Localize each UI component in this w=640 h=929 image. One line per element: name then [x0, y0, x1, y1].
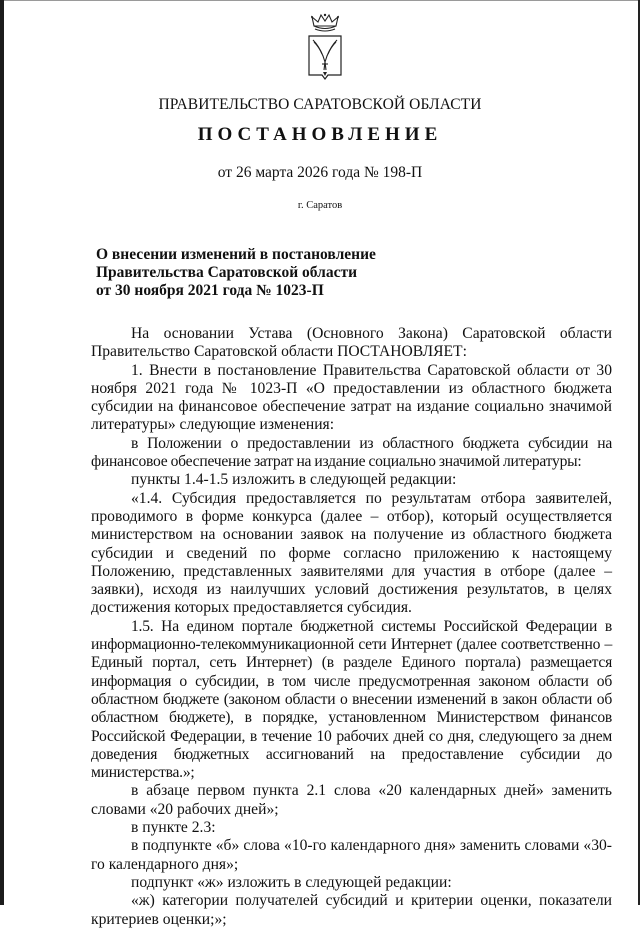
title-line: от 30 ноября 2021 года № 1023-П — [96, 282, 324, 299]
organization-name: ПРАВИТЕЛЬСТВО САРАТОВСКОЙ ОБЛАСТИ — [158, 96, 482, 113]
document-title — [96, 246, 376, 300]
paragraph-subpoint-zh-intro: подпункт «ж» изложить в следующей редакции: — [131, 873, 452, 891]
coat-of-arms-emblem-icon — [305, 12, 345, 82]
paragraph-preamble: На основании Устава (Основного Закона) Саратовской области Правительство Саратовской области ПОСТАНОВЛЯЕТ: — [91, 325, 612, 361]
paragraph-point-1-5: 1.5. На едином портале бюджетной системы Российской Федерации в информационно-телекоммуникационной сети Интернет (далее соответственно – Единый портал, сеть Интернет) (в разделе Единого портала) размещается информация о субсидии, в том числе предусмотренная законом области об областном бюджете (законом области о внесении изменений в закон области об областном бюджете), в порядке, установленном Министерством финансов Российской Федерации, в течение 10 рабочих дней со дня, следующего за днем доведения бюджетных ассигнований на предоставление субсидии до министерства.»; — [91, 617, 612, 782]
paragraph-item-1: 1. Внести в постановление Правительства Саратовской области от 30 ноября 2021 года № 1023-П «О предоставлении из областного бюджета субсидии на финансовое обеспечение затрат на издание социально значимой литературы» следующие изменения: — [91, 361, 612, 434]
paragraph-point-2-3: в пункте 2.3: — [131, 819, 216, 837]
title-line: Правительства Саратовской области — [96, 264, 357, 281]
document-city: г. Саратов — [297, 200, 343, 211]
document-type: ПОСТАНОВЛЕНИЕ — [197, 124, 443, 145]
paragraph-subpoint-zh: «ж) категории получателей субсидий и критерии оценки, показатели критериев оценки;»; — [91, 892, 612, 928]
document-body — [91, 325, 612, 929]
paragraph-regulation: в Положении о предоставлении из областного бюджета субсидии на финансовое обеспечение затрат на издание социально значимой литературы: — [91, 434, 612, 471]
paragraph-point-1-4: «1.4. Субсидия предоставляется по результатам отбора заявителей, проводимого в форме конкурса (далее – отбор), который осуществляется министерством на основании заявок на получение из областного бюджета субсидии и сведений по форме согласно приложению к настоящему Положению, представленных заявителями для участия в отборе (далее – заявки), исходя из наилучших условий достижения результатов, в целях достижения которых предоставляется субсидия. — [91, 489, 612, 617]
paragraph-points-intro: пункты 1.4-1.5 изложить в следующей редакции: — [131, 471, 457, 489]
paragraph-subpoint-b: в подпункте «б» слова «10-го календарного дня» заменить словами «30-го календарного дня»; — [91, 837, 612, 873]
scan-edge-top — [0, 0, 640, 1]
document-date-number: от 26 марта 2026 года № 198-П — [217, 164, 423, 181]
title-line: О внесении изменений в постановление — [96, 246, 376, 263]
paragraph-point-2-1: в абзаце первом пункта 2.1 слова «20 календарных дней» заменить словами «20 рабочих дней»; — [91, 782, 612, 818]
